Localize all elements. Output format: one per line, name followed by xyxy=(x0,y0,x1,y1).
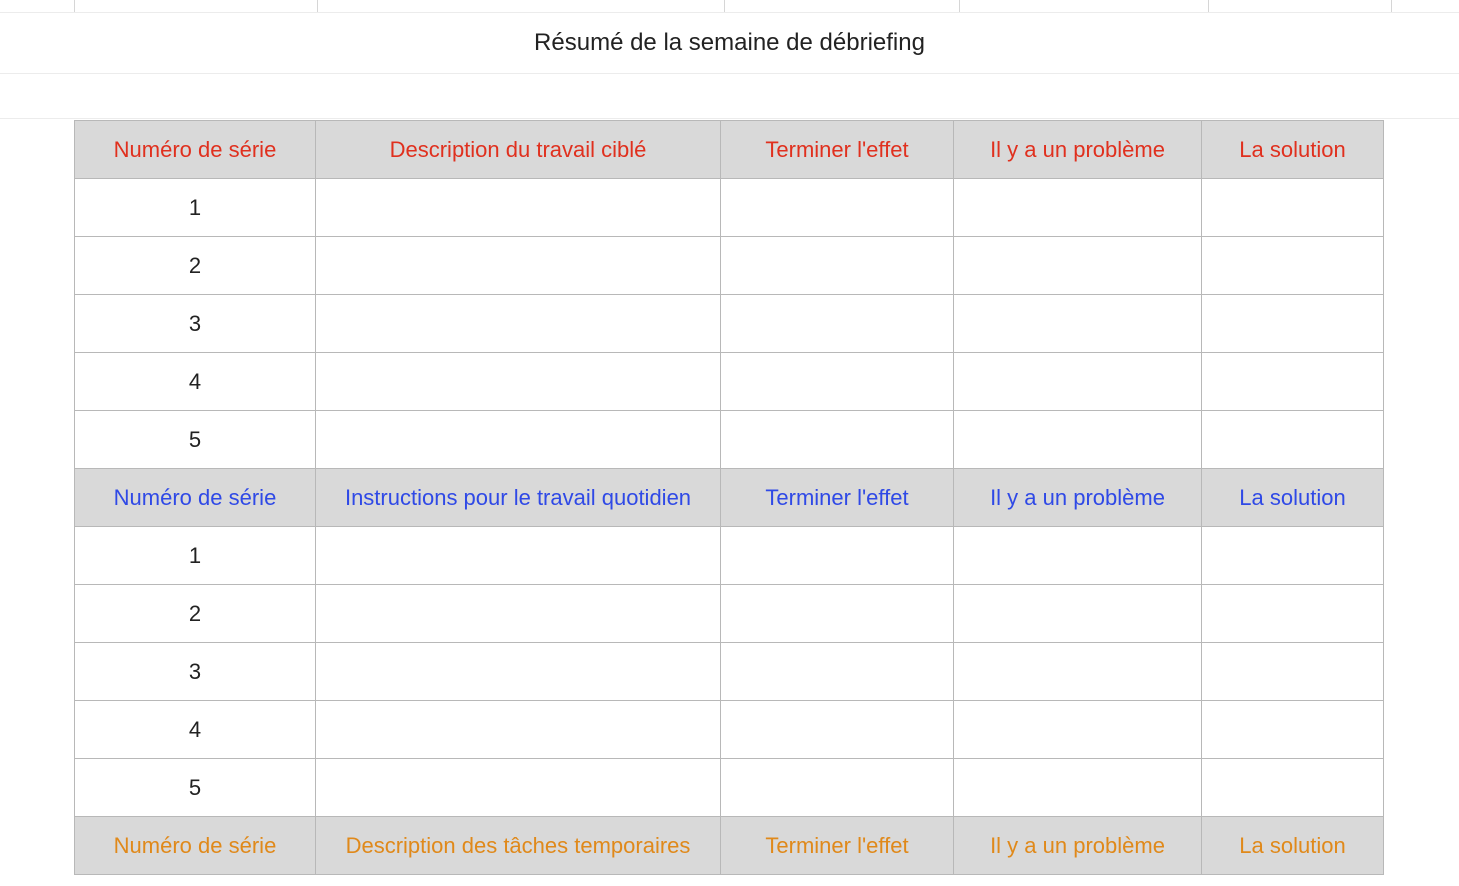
table-cell[interactable] xyxy=(316,237,721,295)
table-row xyxy=(75,701,1384,759)
table-cell[interactable] xyxy=(954,411,1202,469)
table-cell[interactable] xyxy=(316,701,721,759)
table-cell[interactable] xyxy=(954,179,1202,237)
table-row xyxy=(75,411,1384,469)
table-cell[interactable] xyxy=(316,759,721,817)
table-cell[interactable]: 2 xyxy=(75,585,316,643)
header-cell[interactable]: Terminer l'effet xyxy=(721,469,954,527)
table-cell[interactable] xyxy=(954,295,1202,353)
divider xyxy=(0,118,1459,119)
table-cell[interactable] xyxy=(954,353,1202,411)
table-cell[interactable] xyxy=(721,411,954,469)
table-cell[interactable]: 1 xyxy=(75,179,316,237)
table-cell[interactable] xyxy=(316,353,721,411)
table-cell[interactable] xyxy=(1202,759,1384,817)
table-cell[interactable] xyxy=(954,585,1202,643)
header-cell[interactable]: Description du travail ciblé xyxy=(316,121,721,179)
header-row-temporary-tasks xyxy=(75,817,1384,875)
table-cell[interactable]: 4 xyxy=(75,701,316,759)
table-cell[interactable] xyxy=(316,585,721,643)
header-cell[interactable]: La solution xyxy=(1202,121,1384,179)
table-cell[interactable] xyxy=(954,759,1202,817)
table-cell[interactable] xyxy=(721,237,954,295)
header-cell[interactable]: Numéro de série xyxy=(75,121,316,179)
debrief-table xyxy=(74,120,1384,875)
header-cell[interactable]: Terminer l'effet xyxy=(721,121,954,179)
table-cell[interactable] xyxy=(721,527,954,585)
column-guides xyxy=(0,0,1459,12)
table-cell[interactable] xyxy=(1202,527,1384,585)
header-row-daily-work xyxy=(75,469,1384,527)
table-cell[interactable] xyxy=(1202,643,1384,701)
table-cell[interactable]: 3 xyxy=(75,643,316,701)
table-cell[interactable] xyxy=(1202,353,1384,411)
table-cell[interactable] xyxy=(316,179,721,237)
page-title: Résumé de la semaine de débriefing xyxy=(534,29,925,56)
table-row xyxy=(75,295,1384,353)
table-cell[interactable] xyxy=(721,759,954,817)
table-cell[interactable] xyxy=(1202,237,1384,295)
table-cell[interactable] xyxy=(954,237,1202,295)
table-cell[interactable] xyxy=(954,643,1202,701)
table-cell[interactable] xyxy=(721,701,954,759)
header-row-target-work xyxy=(75,121,1384,179)
table-row xyxy=(75,179,1384,237)
table-row xyxy=(75,353,1384,411)
table-cell[interactable]: 3 xyxy=(75,295,316,353)
table-cell[interactable] xyxy=(1202,179,1384,237)
table-cell[interactable] xyxy=(721,643,954,701)
table-cell[interactable] xyxy=(1202,585,1384,643)
header-cell[interactable]: Il y a un problème xyxy=(954,469,1202,527)
header-cell[interactable]: La solution xyxy=(1202,469,1384,527)
table-row xyxy=(75,759,1384,817)
header-cell[interactable]: Il y a un problème xyxy=(954,817,1202,875)
table-row xyxy=(75,527,1384,585)
header-cell[interactable]: Numéro de série xyxy=(75,469,316,527)
table-cell[interactable] xyxy=(316,295,721,353)
header-cell[interactable]: Terminer l'effet xyxy=(721,817,954,875)
table-row xyxy=(75,643,1384,701)
table-cell[interactable]: 2 xyxy=(75,237,316,295)
table-cell[interactable] xyxy=(316,643,721,701)
table-cell[interactable] xyxy=(316,411,721,469)
header-cell[interactable]: La solution xyxy=(1202,817,1384,875)
header-cell[interactable]: Instructions pour le travail quotidien xyxy=(316,469,721,527)
table-cell[interactable] xyxy=(721,353,954,411)
table-cell[interactable] xyxy=(721,585,954,643)
table-cell[interactable] xyxy=(1202,295,1384,353)
table-cell[interactable]: 5 xyxy=(75,759,316,817)
header-cell[interactable]: Description des tâches temporaires xyxy=(316,817,721,875)
table-cell[interactable]: 4 xyxy=(75,353,316,411)
table-cell[interactable] xyxy=(316,527,721,585)
table-cell[interactable] xyxy=(721,179,954,237)
table-row xyxy=(75,585,1384,643)
table-cell[interactable] xyxy=(954,701,1202,759)
table-cell[interactable] xyxy=(1202,411,1384,469)
table-cell[interactable]: 1 xyxy=(75,527,316,585)
table-cell[interactable] xyxy=(721,295,954,353)
header-cell[interactable]: Numéro de série xyxy=(75,817,316,875)
table-cell[interactable] xyxy=(1202,701,1384,759)
table-row xyxy=(75,237,1384,295)
table-cell[interactable] xyxy=(954,527,1202,585)
divider xyxy=(0,73,1459,74)
header-cell[interactable]: Il y a un problème xyxy=(954,121,1202,179)
table-cell[interactable]: 5 xyxy=(75,411,316,469)
